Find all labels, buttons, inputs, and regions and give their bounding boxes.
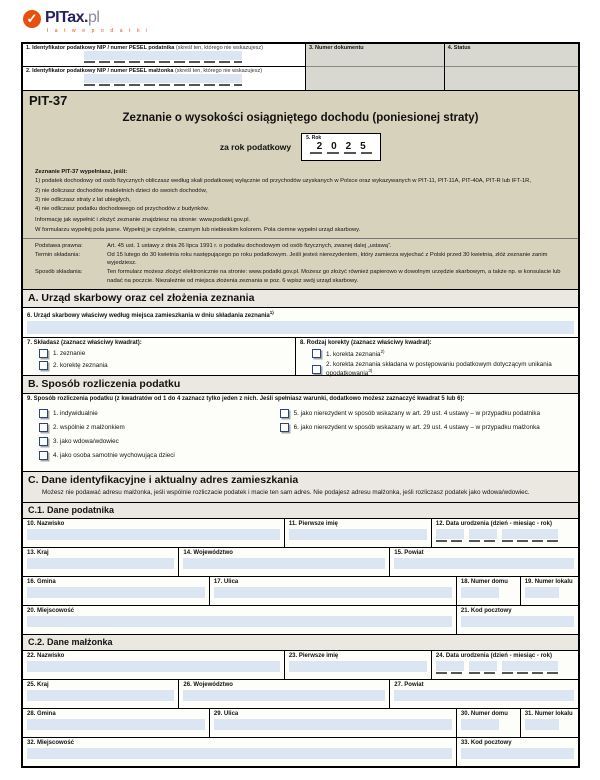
- spouse-country-input[interactable]: [27, 690, 174, 701]
- taxpayer-birth-day-input[interactable]: [436, 529, 464, 539]
- c1-row-1: [23, 518, 578, 547]
- form-intro-area: [23, 91, 578, 289]
- field-label: 22. Nazwisko: [27, 652, 65, 659]
- tax-year-field[interactable]: [301, 133, 381, 161]
- checkbox[interactable]: [39, 361, 48, 370]
- filing-conditions-heading: Zeznanie PIT-37 wypełniasz, jeśli:: [35, 169, 128, 175]
- spouse-commune-input[interactable]: [27, 719, 205, 730]
- taxpayer-country-input[interactable]: [27, 558, 174, 569]
- filing-purpose-row: [23, 337, 578, 378]
- info-line: W formularzu wypełnij pola jasne. Wypełnij je czytelnie, czarnym lub niebieskim kolorem. Pola ciemne wypełni urząd skarbowy.: [35, 226, 361, 233]
- option-label: 3. jako wdowa/wdowiec: [53, 438, 119, 446]
- option-label: 5. jako nierezydent w sposób wskazany w art. 29 ust. 4 ustawy – w przypadku podatnika: [293, 410, 541, 418]
- field-label: 19. Numer lokalu: [524, 578, 573, 585]
- spouse-firstname-input[interactable]: [289, 661, 427, 672]
- pit37-form: [21, 42, 580, 768]
- settlement-method-label: 9. Sposób rozliczenia podatku (z kwadratów od 1 do 4 zaznacz tylko jeden z nich. Jeśli spełniasz warunki, dodatkowo możesz zaznaczyć kwadrat 5 lub 6):: [27, 396, 465, 403]
- status-label: 4. Status: [447, 45, 471, 51]
- field-label: 17. Ulica: [213, 578, 239, 585]
- condition-item: 3) nie odliczasz straty z lat ubiegłych,: [35, 196, 131, 203]
- field-label: 24. Data urodzenia (dzień - miesiąc - rok): [435, 652, 552, 659]
- field-label: 32. Miejscowość: [27, 739, 75, 746]
- spouse-flatno-input[interactable]: [525, 719, 559, 730]
- legal-term: Podstawa prawna:: [35, 242, 83, 249]
- checkbox[interactable]: [312, 365, 321, 374]
- field-label: 30. Numer domu: [460, 710, 508, 717]
- legal-desc: Od 15 lutego do 30 kwietnia roku następującego po roku podatkowym. Jeśli jesteś nierezydentem, który zamierza wyjechać z Polski przed 30 kwietnia, złóż zeznanie zanim wyjedziesz.: [107, 251, 548, 267]
- tax-office-label: 6. Urząd skarbowy właściwy według miejsca zamieszkania w dniu składania zeznania$^{1)}$: [27, 310, 274, 320]
- spouse-id-comb: [84, 84, 242, 86]
- field-label: 25. Kraj: [27, 681, 49, 688]
- spouse-birth-year-input[interactable]: [502, 661, 558, 671]
- taxpayer-id-row: [23, 44, 305, 67]
- taxpayer-county-input[interactable]: [394, 558, 574, 569]
- option-label: 1. indywidualnie: [53, 410, 98, 418]
- field-label: 26. Województwo: [183, 681, 233, 688]
- option-wspolnie-z-malzonkiem[interactable]: [39, 423, 268, 432]
- tax-year-value: 2 0 2 5: [316, 141, 366, 152]
- field-label: 18. Numer domu: [460, 578, 508, 585]
- field-label: 21. Kod pocztowy: [460, 607, 512, 614]
- option-label: 2. wspólnie z małżonkiem: [53, 424, 125, 432]
- field-label: 23. Pierwsze imię: [288, 652, 339, 659]
- checkbox[interactable]: [39, 349, 48, 358]
- taxpayer-postalcode-input[interactable]: [461, 616, 574, 627]
- legal-term: Termin składania:: [35, 251, 81, 258]
- field-label: 29. Ulica: [213, 710, 239, 717]
- c1-row-2: [23, 547, 578, 576]
- spouse-id-input[interactable]: [84, 74, 242, 83]
- checkbox[interactable]: [39, 409, 48, 418]
- checkbox[interactable]: [280, 423, 289, 432]
- filing-type-label: 7. Składasz (zaznacz właściwy kwadrat):: [27, 340, 142, 347]
- taxpayer-firstname-input[interactable]: [289, 529, 427, 540]
- section-c-header: C. Dane identyfikacyjne i aktualny adres zamieszkania Możesz nie podawać adresu małżonka, jeśli wspólnie rozliczacie podatek i macie ten sam adres. Nie podajesz adresu małżonka, jeśli rozliczasz podatek jako wdowa/wdowiec.: [23, 471, 578, 501]
- option-label: 4. jako osoba samotnie wychowująca dzieci: [53, 452, 175, 460]
- section-c2-header: C.2. Dane małżonka: [23, 634, 578, 650]
- taxpayer-birth-month-input[interactable]: [469, 529, 497, 539]
- checkbox[interactable]: [280, 409, 289, 418]
- option-nierezydent-malzonek[interactable]: [280, 423, 574, 432]
- field-label: 31. Numer lokalu: [524, 710, 573, 717]
- legal-term: Sposób składania:: [35, 268, 83, 275]
- spouse-street-input[interactable]: [214, 719, 452, 730]
- option-label: 2. korektę zeznania: [53, 362, 108, 370]
- tax-year-comb: [310, 152, 372, 154]
- form-code: PIT-37: [29, 93, 68, 108]
- document-number-label: 3. Numer dokumentu: [308, 45, 364, 51]
- c2-row-3: [23, 708, 578, 737]
- spouse-id-row: [23, 67, 305, 90]
- checkbox[interactable]: [39, 451, 48, 460]
- taxpayer-birth-year-input[interactable]: [502, 529, 558, 539]
- c2-row-4: [23, 737, 578, 766]
- field-label: 27. Powiat: [394, 681, 424, 688]
- taxpayer-commune-input[interactable]: [27, 587, 205, 598]
- spouse-postalcode-input[interactable]: [461, 748, 574, 759]
- taxpayer-street-input[interactable]: [214, 587, 452, 598]
- option-korekta-2[interactable]: [312, 361, 574, 377]
- field-label: 15. Powiat: [394, 549, 424, 556]
- status-cell: [444, 44, 578, 90]
- tax-office-row: [23, 307, 578, 337]
- document-number-cell: [305, 44, 444, 90]
- logo-tagline: ł a t w e p o d a t k i: [47, 28, 150, 34]
- correction-type-label: 8. Rodzaj korekty (zaznacz właściwy kwadrat):: [299, 340, 432, 347]
- info-line: Informację jak wypełnić i złożyć zeznanie znajdziesz na stronie: www.podatki.gov.pl.: [35, 217, 251, 224]
- spouse-county-input[interactable]: [394, 690, 574, 701]
- spouse-city-input[interactable]: [27, 748, 452, 759]
- field-label: 14. Województwo: [183, 549, 233, 556]
- field-label: 20. Miejscowość: [27, 607, 75, 614]
- option-zeznanie[interactable]: [39, 349, 291, 358]
- option-label: 6. jako nierezydent w sposób wskazany w art. 29 ust. 4 ustawy – w przypadku małżonka: [293, 424, 540, 432]
- spouse-id-label: 2. Identyfikator podatkowy NIP / numer PESEL małżonka (skreśl ten, którego nie wskazujesz): [26, 68, 263, 74]
- logo-wordmark: PITax.pl: [45, 9, 100, 26]
- checkbox[interactable]: [39, 423, 48, 432]
- tax-year-label: 5. Rok: [306, 135, 322, 141]
- checkbox[interactable]: [312, 349, 321, 358]
- field-label: 13. Kraj: [27, 549, 49, 556]
- field-label: 16. Gmina: [27, 578, 56, 585]
- taxpayer-city-input[interactable]: [27, 616, 452, 627]
- legal-notes: [23, 238, 578, 289]
- section-a-header: A. Urząd skarbowy oraz cel złożenia zeznania: [23, 289, 578, 307]
- pitax-check-icon: ✓: [23, 10, 41, 28]
- tax-year-prefix: za rok podatkowy: [219, 142, 292, 152]
- c2-row-2: [23, 679, 578, 708]
- spouse-houseno-input[interactable]: [461, 719, 499, 730]
- filing-type-cell: [23, 338, 295, 375]
- c1-row-4: [23, 605, 578, 634]
- condition-item: 2) nie doliczasz dochodów małoletnich dzieci do swoich dochodów,: [35, 187, 208, 194]
- field-label: 33. Kod pocztowy: [460, 739, 512, 746]
- option-label: 1. zeznanie: [53, 350, 86, 358]
- spouse-birth-month-input[interactable]: [469, 661, 497, 671]
- field-label: 11. Pierwsze imię: [288, 520, 338, 527]
- spouse-voivodeship-input[interactable]: [183, 690, 385, 701]
- section-c1-header: C.1. Dane podatnika: [23, 502, 578, 518]
- taxpayer-id-label: 1. Identyfikator podatkowy NIP / numer PESEL podatnika (skreśl ten, którego nie wskazujesz): [26, 45, 263, 51]
- filing-conditions: [23, 166, 578, 238]
- option-indywidualnie[interactable]: [39, 409, 268, 418]
- checkbox[interactable]: [39, 437, 48, 446]
- taxpayer-flatno-input[interactable]: [525, 587, 559, 598]
- option-korekta-1[interactable]: [312, 349, 574, 358]
- taxpayer-voivodeship-input[interactable]: [183, 558, 385, 569]
- condition-item: 4) nie odliczasz podatku dochodowego od przychodów z budynków.: [35, 206, 210, 213]
- logo-row: [21, 8, 580, 40]
- taxpayer-surname-input[interactable]: [27, 529, 280, 540]
- option-wdowa-wdowiec[interactable]: [39, 437, 268, 446]
- tax-office-input[interactable]: [27, 321, 574, 334]
- spouse-surname-input[interactable]: [27, 661, 280, 672]
- settlement-method-row: [23, 393, 578, 471]
- section-c-description: Możesz nie podawać adresu małżonka, jeśli wspólnie rozliczacie podatek i macie ten sam adres. Nie podajesz adresu małżonka, jeśli rozliczasz podatek jako wdowa/wdowiec.: [42, 489, 530, 497]
- field-label: 12. Data urodzenia (dzień - miesiąc - rok): [435, 520, 552, 527]
- option-nierezydent-podatnik[interactable]: [280, 409, 574, 418]
- legal-desc: Ten formularz możesz złożyć elektronicznie na stronie: www.podatki.gov.pl. Możesz go złożyć również papierowo w dowolnym urzędzie skarbowym, a także np. w konsulacie lub nadać na poczcie. Niezależnie od miejsca złożenia zeznania w poz. 6 wpisz swój urząd skarbowy.: [107, 268, 561, 284]
- condition-item: 1) podatek dochodowy od osób fizycznych obliczasz według skali podatkowej wyłącznie od przychodów uzyskanych w Polsce oraz wykazywanych w PIT-11, PIT-11A, PIT-40A, PIT-R lub IFT-1R,: [35, 178, 531, 185]
- option-korekta-zeznania[interactable]: [39, 361, 291, 370]
- c2-row-1: [23, 650, 578, 679]
- taxpayer-id-input[interactable]: [84, 51, 242, 60]
- taxpayer-houseno-input[interactable]: [461, 587, 499, 598]
- id-header-table: [23, 44, 578, 91]
- option-samotnie-wychowujaca[interactable]: [39, 451, 268, 460]
- section-b-header: B. Sposób rozliczenia podatku: [23, 375, 578, 393]
- field-label: 10. Nazwisko: [27, 520, 65, 527]
- field-label: 28. Gmina: [27, 710, 56, 717]
- option-label: 2. korekta zeznania składana w postępowaniu podatkowym dotyczącym unikania opodatkowania$^{3)}$: [325, 361, 552, 378]
- taxpayer-id-comb: [84, 61, 242, 63]
- c1-row-3: [23, 576, 578, 605]
- form-title: Zeznanie o wysokości osiągniętego dochodu (poniesionej straty): [122, 112, 479, 124]
- option-label: 1. korekta zeznania$^{2)}$: [325, 349, 385, 359]
- spouse-birth-day-input[interactable]: [436, 661, 464, 671]
- correction-type-cell: [295, 338, 578, 378]
- legal-desc: Art. 45 ust. 1 ustawy z dnia 26 lipca 1991 r. o podatku dochodowym od osób fizycznych, zwanej dalej „ustawą”.: [107, 242, 392, 249]
- pitax-logo[interactable]: [23, 8, 580, 34]
